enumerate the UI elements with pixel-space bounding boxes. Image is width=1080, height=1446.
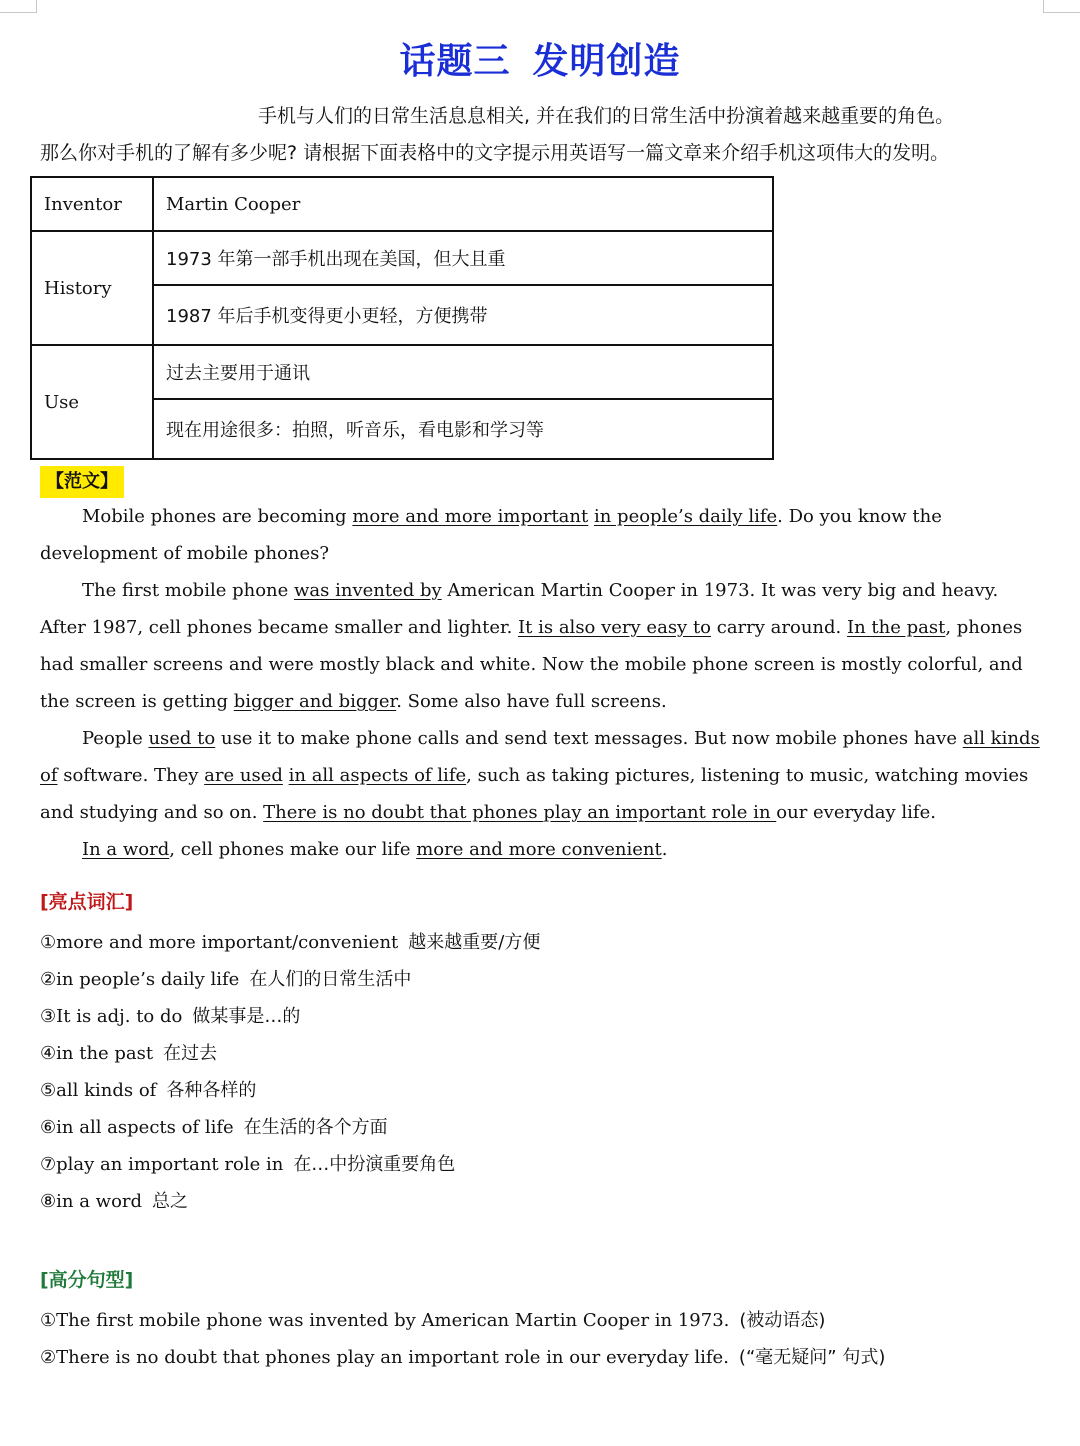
table-value-use-2: 现在用途很多：拍照，听音乐，看电影和学习等 [153,399,773,459]
intro-paragraph [40,98,1040,172]
essay-paragraph-2: The first mobile phone was invented by American Martin Cooper in 1973. It was very big and heavy. After 1987, cell phones became smaller and lighter. It is also very easy to carry around. In the past, phones had smaller screens and were mostly black and white. Now the mobile phone screen is mostly colorful, and the screen is getting bigger and bigger. Some also have full screens. [40,580,1023,712]
list-item: ②in people’s daily life 在人们的日常生活中 [40,969,412,990]
essay-paragraph-3: People used to use it to make phone calls and send text messages. But now mobile phones have all kinds of software. They are used in all aspects of life, such as taking pictures, listening to music, watching movies and studying and so on. There is no doubt that phones play an important role in our everyday life. [40,728,1040,823]
list-item: ③It is adj. to do 做某事是…的 [40,1006,301,1027]
model-essay-tag: 【范文】 [40,466,124,498]
table-value-history-2: 1987 年后手机变得更小更轻，方便携带 [153,285,773,345]
prompt-table [30,176,774,460]
list-item: ⑦play an important role in 在…中扮演重要角色 [40,1154,456,1175]
title-theme: 发明创造 [532,41,681,82]
model-essay [40,498,1040,868]
sentence-list [40,1302,1040,1376]
title-topic: 话题三 [399,41,511,82]
essay-paragraph-4: In a word, cell phones make our life more and more convenient. [82,839,668,860]
intro-line-2: 那么你对手机的了解有多少呢? 请根据下面表格中的文字提示用英语写一篇文章来介绍手机这项伟大的发明。 [40,142,950,164]
page-corner-mark [1043,0,1080,13]
essay-paragraph-1: Mobile phones are becoming more and more important in people’s daily life. Do you know the development of mobile phones? [40,506,942,564]
list-item: ④in the past 在过去 [40,1043,218,1064]
table-label-history: History [31,231,153,345]
table-value-inventor: Martin Cooper [153,177,773,231]
list-item: ①The first mobile phone was invented by American Martin Cooper in 1973. (被动语态) [40,1310,826,1331]
page-title [40,36,1040,88]
table-value-history-1: 1973 年第一部手机出现在美国，但大且重 [153,231,773,285]
sentence-heading: [高分句型] [40,1269,134,1291]
list-item: ②There is no doubt that phones play an important role in our everyday life. (“毫无疑问” 句式) [40,1347,886,1368]
table-label-inventor: Inventor [31,177,153,231]
list-item: ⑥in all aspects of life 在生活的各个方面 [40,1117,388,1138]
list-item: ⑤all kinds of 各种各样的 [40,1080,257,1101]
intro-line-1: 手机与人们的日常生活息息相关, 并在我们的日常生活中扮演着越来越重要的角色。 [258,105,955,127]
list-item: ①more and more important/convenient 越来越重要/方便 [40,932,541,953]
list-item: ⑧in a word 总之 [40,1191,189,1212]
vocab-heading: [亮点词汇] [40,891,134,913]
page-corner-mark [0,0,37,13]
vocab-list [40,924,1040,1220]
table-value-use-1: 过去主要用于通讯 [153,345,773,399]
document-page [40,36,1040,1376]
table-label-use: Use [31,345,153,459]
